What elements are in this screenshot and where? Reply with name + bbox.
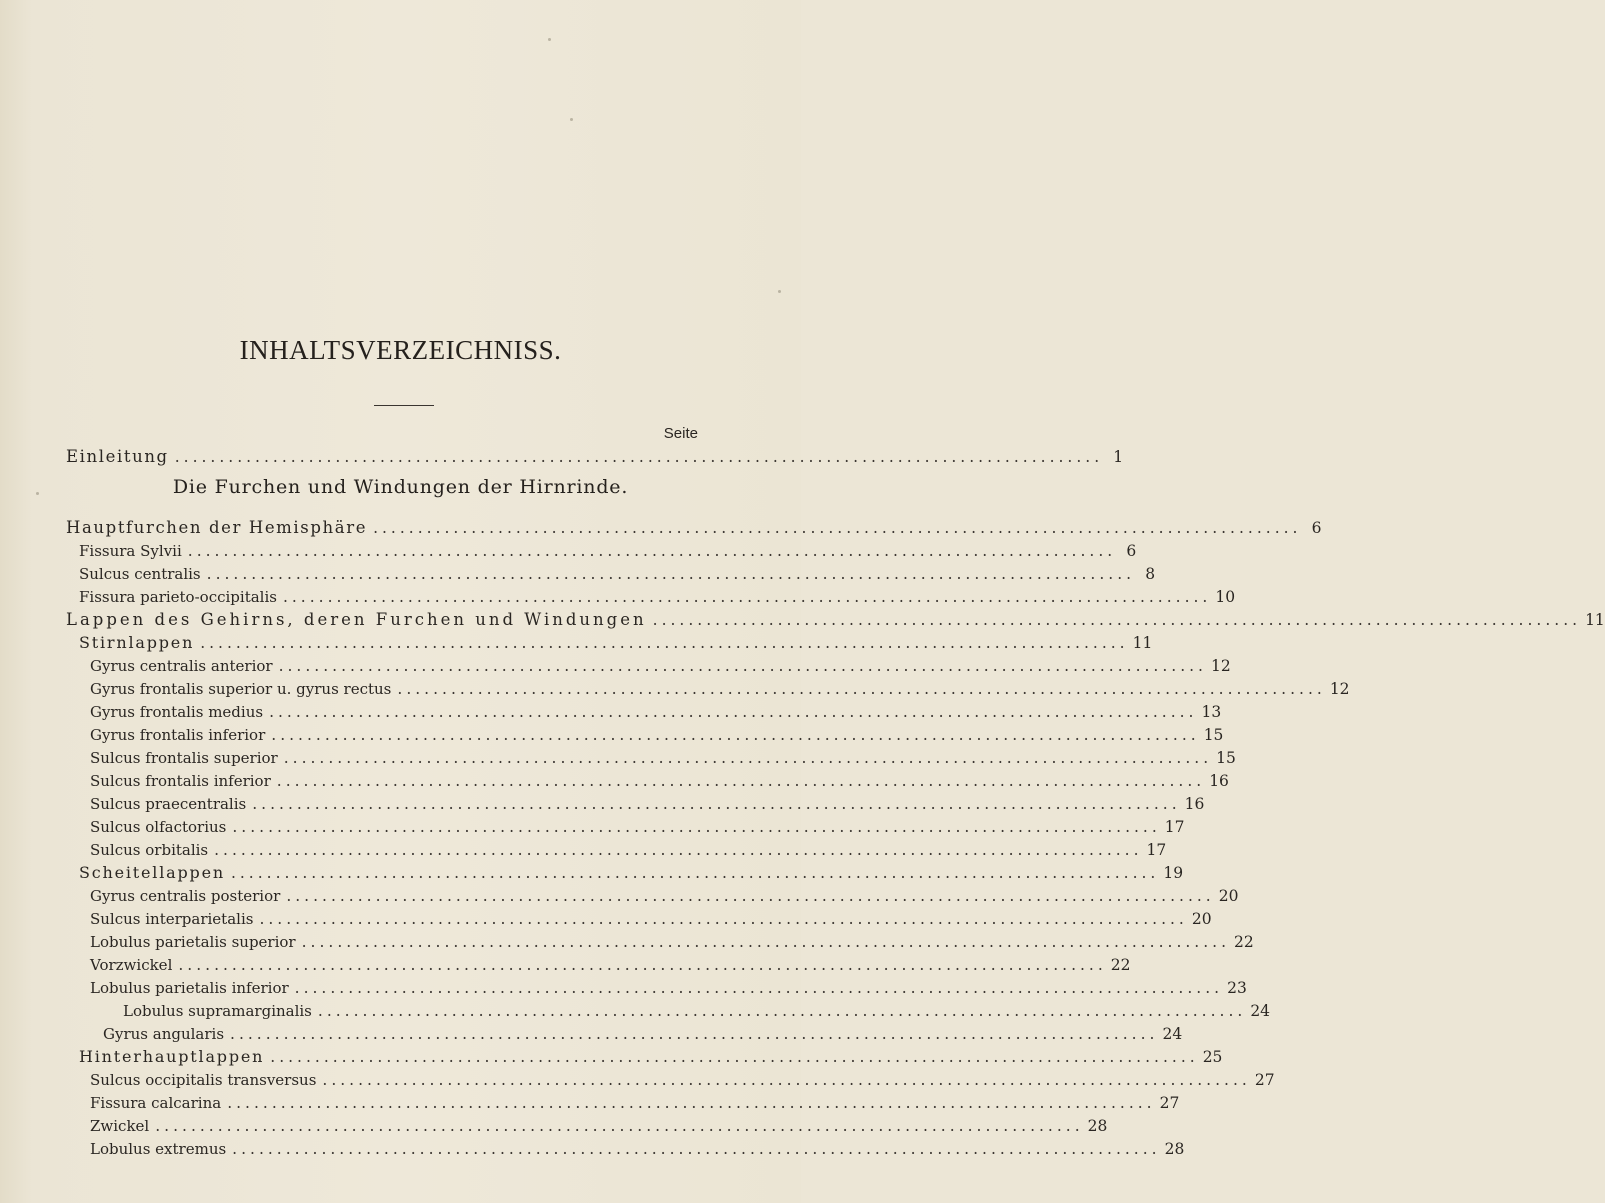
toc-entry[interactable] (66, 517, 1322, 539)
toc-entry-page: 28 (1164, 1140, 1185, 1158)
toc-entry-label: Sulcus frontalis inferior (90, 772, 271, 790)
paper-speck (570, 118, 573, 121)
toc-entry[interactable] (90, 1138, 1185, 1160)
toc-entry[interactable] (90, 954, 1131, 976)
toc-entry-label: Sulcus orbitalis (90, 841, 209, 859)
dot-leader: ........................................................................................................ (283, 749, 1213, 767)
toc-entry[interactable] (90, 885, 1239, 907)
toc-entry-label: Gyrus centralis anterior (90, 657, 273, 675)
toc-entry-label: Sulcus frontalis superior (90, 749, 278, 767)
toc-entry[interactable] (90, 678, 1350, 700)
dot-leader: ........................................................................................................ (259, 910, 1188, 928)
dot-leader: ........................................................................................................ (178, 956, 1107, 974)
toc-entry-page: 8 (1145, 565, 1156, 583)
dot-leader: ........................................................................................................ (214, 841, 1143, 859)
toc-entry-page: 27 (1254, 1071, 1275, 1089)
dot-leader: ........................................................................................................ (230, 864, 1160, 882)
toc-entry[interactable] (103, 1023, 1183, 1045)
toc-entry-einleitung[interactable] (66, 446, 1124, 468)
toc-entry-page: 28 (1087, 1117, 1108, 1135)
toc-entry[interactable] (123, 1000, 1271, 1022)
dot-leader: ........................................................................................................ (294, 979, 1224, 997)
toc-entry-page: 20 (1191, 910, 1212, 928)
toc-entry[interactable] (79, 563, 1156, 585)
toc-entry-page: 12 (1329, 680, 1350, 698)
dot-leader: ........................................................................................................ (373, 519, 1302, 537)
dot-leader: ........................................................................................................ (227, 1094, 1156, 1112)
toc-entry-page: 15 (1203, 726, 1224, 744)
toc-entry-page: 11 (1132, 634, 1153, 652)
toc-entry-label: Gyrus frontalis medius (90, 703, 264, 721)
toc-entry-label: Fissura parieto-occipitalis (79, 588, 277, 606)
toc-entry-page: 16 (1209, 772, 1229, 790)
dot-leader: ........................................................................................................ (322, 1071, 1251, 1089)
toc-entry-label: Gyrus angularis (103, 1025, 225, 1043)
toc-entry-label: Lappen des Gehirns, deren Furchen und Windungen (66, 610, 647, 629)
toc-entry-page: 1 (1113, 448, 1124, 466)
dot-leader: ........................................................................................................ (230, 1025, 1159, 1043)
toc-entry-label: Hinterhauptlappen (79, 1047, 265, 1066)
toc-entry[interactable] (90, 724, 1224, 746)
paper-speck (778, 290, 781, 293)
toc-entry-page: 11 (1585, 611, 1605, 629)
toc-entry[interactable] (90, 701, 1222, 723)
dot-leader: ........................................................................................................ (397, 680, 1326, 698)
paper-speck (36, 492, 39, 495)
dot-leader: ........................................................................................................ (271, 726, 1200, 744)
toc-entry-label: Fissura Sylvii (79, 542, 182, 560)
toc-entry[interactable] (90, 839, 1167, 861)
toc-entry-page: 16 (1184, 795, 1205, 813)
toc-entry[interactable] (90, 977, 1247, 999)
dot-leader: ........................................................................................................ (200, 634, 1129, 652)
toc-entry-label: Stirnlappen (79, 633, 195, 652)
toc-entry-page: 24 (1250, 1002, 1271, 1020)
toc-entry[interactable] (90, 1115, 1108, 1137)
dot-leader: ........................................................................................................ (276, 772, 1206, 790)
toc-entry-label: Sulcus interparietalis (90, 910, 254, 928)
toc-entry-page: 13 (1201, 703, 1222, 721)
toc-entry[interactable] (66, 609, 1605, 631)
toc-entry-page: 12 (1211, 657, 1231, 675)
toc-entry[interactable] (90, 931, 1254, 953)
toc-entry[interactable] (79, 632, 1153, 654)
toc-entry[interactable] (90, 747, 1236, 769)
toc-entry[interactable] (90, 655, 1231, 677)
toc-entry-label: Lobulus extremus (90, 1140, 227, 1158)
section-heading: Die Furchen und Windungen der Hirnrinde. (172, 476, 629, 498)
toc-entry-label: Gyrus frontalis inferior (90, 726, 266, 744)
toc-entry-page: 25 (1202, 1048, 1223, 1066)
toc-entry[interactable] (90, 1069, 1275, 1091)
toc-entry[interactable] (79, 586, 1236, 608)
dot-leader: ........................................................................................................ (282, 588, 1212, 606)
dot-leader: ........................................................................................................ (232, 1140, 1161, 1158)
title-rule (374, 405, 434, 406)
toc-entry-page: 6 (1126, 542, 1137, 560)
dot-leader: ........................................................................................................ (155, 1117, 1084, 1135)
dot-leader: ........................................................................................................ (270, 1048, 1199, 1066)
dot-leader: ........................................................................................................ (187, 542, 1117, 560)
page-column-header: Seite (663, 425, 698, 442)
toc-entry-page: 22 (1110, 956, 1131, 974)
toc-entry-page: 17 (1164, 818, 1185, 836)
toc-entry-page: 27 (1159, 1094, 1180, 1112)
toc-entry[interactable] (90, 1092, 1180, 1114)
toc-entry-page: 6 (1311, 519, 1322, 537)
toc-entry-label: Lobulus parietalis inferior (90, 979, 289, 997)
toc-entry-page: 23 (1227, 979, 1247, 997)
dot-leader: ........................................................................................................ (301, 933, 1231, 951)
dot-leader: ........................................................................................................ (252, 795, 1181, 813)
toc-entry-label: Fissura calcarina (90, 1094, 222, 1112)
toc-entry-label: Sulcus praecentralis (90, 795, 247, 813)
toc-entry[interactable] (90, 770, 1229, 792)
toc-entry-label: Lobulus supramarginalis (123, 1002, 312, 1020)
toc-entry-label: Gyrus frontalis superior u. gyrus rectus (90, 680, 392, 698)
toc-entry[interactable] (79, 862, 1184, 884)
toc-entry-page: 22 (1234, 933, 1254, 951)
toc-entry-label: Sulcus centralis (79, 565, 201, 583)
toc-entry-label: Sulcus occipitalis transversus (90, 1071, 317, 1089)
toc-entry-page: 20 (1218, 887, 1239, 905)
toc-entry-page: 17 (1146, 841, 1167, 859)
toc-entry[interactable] (90, 908, 1212, 930)
toc-entry-label: Hauptfurchen der Hemisphäre (66, 518, 368, 537)
toc-entry-label: Gyrus centralis posterior (90, 887, 281, 905)
dot-leader: ........................................................................................................ (278, 657, 1207, 675)
toc-entry-label: Lobulus parietalis superior (90, 933, 296, 951)
toc-entry-page: 19 (1163, 864, 1184, 882)
toc-entry-label: Zwickel (90, 1117, 150, 1135)
paper-speck (548, 38, 551, 41)
toc-entry[interactable] (79, 1046, 1223, 1068)
toc-entry-page: 24 (1162, 1025, 1183, 1043)
dot-leader: ........................................................................................................ (317, 1002, 1247, 1020)
toc-entry[interactable] (79, 540, 1137, 562)
toc-entry-label: Einleitung (66, 447, 169, 466)
page-title: INHALTSVERZEICHNISS. (239, 335, 562, 365)
toc-entry-label: Vorzwickel (90, 956, 173, 974)
dot-leader: ........................................................................................................ (174, 448, 1104, 466)
toc-entry[interactable] (90, 793, 1205, 815)
dot-leader: ........................................................................................................ (232, 818, 1161, 836)
dot-leader: ........................................................................................................ (269, 703, 1198, 721)
dot-leader: ........................................................................................................ (286, 887, 1215, 905)
dot-leader: ........................................................................................................ (206, 565, 1136, 583)
toc-entry-page: 10 (1215, 588, 1236, 606)
dot-leader: ........................................................................................................ (652, 611, 1582, 629)
toc-entry[interactable] (90, 816, 1185, 838)
toc-entry-label: Sulcus olfactorius (90, 818, 227, 836)
toc-entry-page: 15 (1216, 749, 1236, 767)
toc-entry-label: Scheitellappen (79, 863, 225, 882)
